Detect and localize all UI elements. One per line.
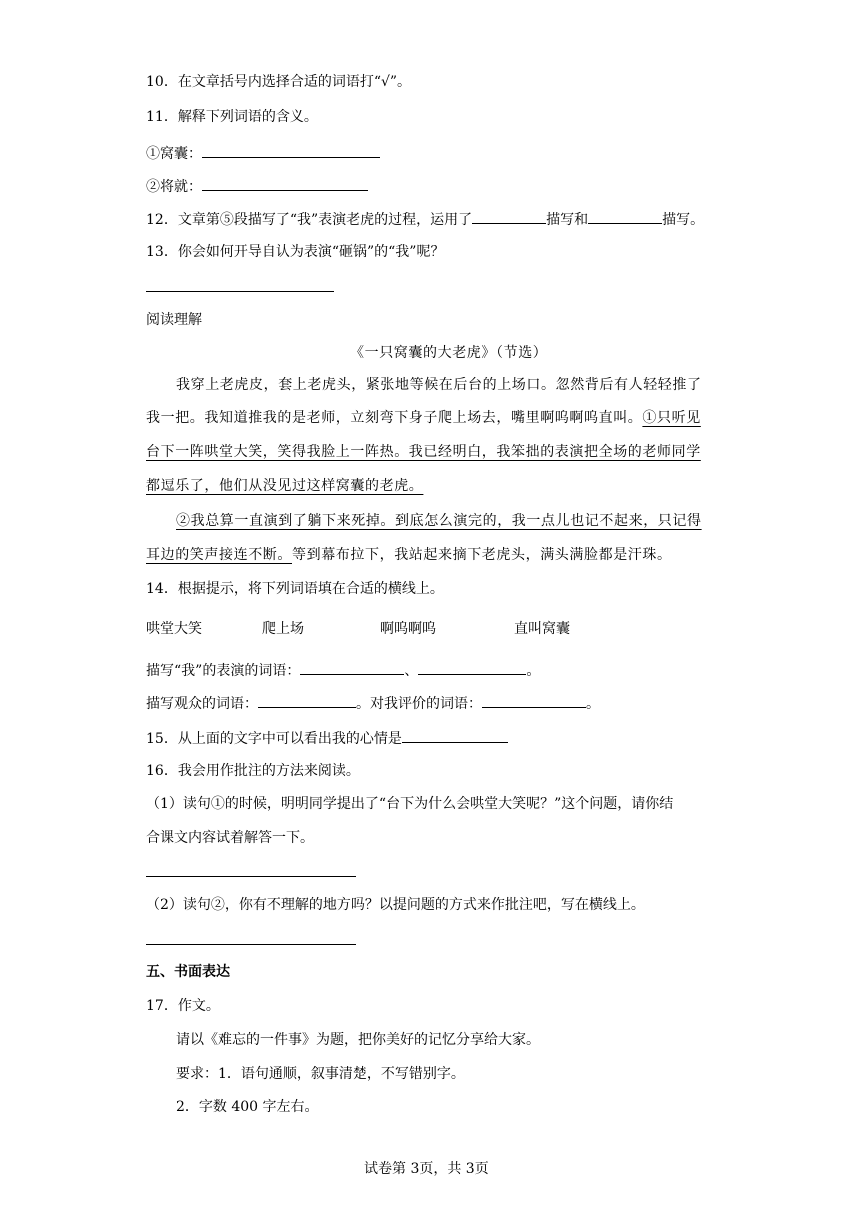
question-12 [146, 208, 704, 230]
question-17: 17．作文。 [146, 998, 220, 1014]
sentence-1: 都逗乐了，他们从没见过这样窝囊的老虎。 [146, 478, 424, 494]
answer-blank[interactable] [202, 142, 380, 158]
section-heading-writing: 五、书面表达 [146, 964, 230, 980]
section-heading-reading: 阅读理解 [146, 312, 202, 328]
passage-text: 我一把。我知道推我的是老师，立刻弯下身子爬上场去，嘴里啊呜啊呜直叫。 [146, 410, 643, 426]
period: 。 [526, 663, 541, 679]
question-14-line-a [146, 659, 540, 681]
question-16-part-2: （2）读句②，你有不理解的地方吗？以提问题的方式来作批注吧，写在横线上。 [146, 897, 645, 913]
question-15 [146, 727, 508, 749]
question-11-item-b-label: ②将就： [146, 179, 202, 195]
page-footer: 试卷第 3页，共 3页 [364, 1161, 489, 1177]
question-11-item-a [146, 142, 380, 164]
answer-blank[interactable] [402, 727, 508, 743]
question-11-item-b [146, 175, 368, 197]
question-16: 16．我会用作批注的方法来阅读。 [146, 763, 360, 779]
question-12-text-2: 描写和 [546, 212, 589, 228]
question-16-part-1: （1）读句①的时候，明明同学提出了“台下为什么会哄堂大笑呢？”这个问题，请你结 [146, 796, 674, 812]
sentence-2: ②我总算一直演到了躺下来死掉。到底怎么演完的，我一点儿也记不起来，只记得 [176, 513, 702, 529]
essay-prompt: 请以《难忘的一件事》为题，把你美好的记忆分享给大家。 [176, 1032, 540, 1048]
question-16-part-1-cont: 合课文内容试着解答一下。 [146, 830, 314, 846]
word-bank-item: 爬上场 [262, 621, 304, 637]
sentence-1-marker: ①只听见 [642, 410, 701, 426]
answer-blank[interactable] [482, 692, 586, 708]
period: 。 [586, 696, 600, 712]
answer-blank[interactable] [258, 692, 356, 708]
essay-requirement: 要求：1．语句通顺，叙事清楚，不写错别字。 [176, 1066, 465, 1082]
essay-requirement: 2．字数 400 字左右。 [176, 1099, 319, 1115]
word-bank-item: 哄堂大笑 [146, 621, 202, 637]
passage-line: 我穿上老虎皮，套上老虎头，紧张地等候在后台的上场口。忽然背后有人轻轻推了 [176, 377, 702, 393]
question-10: 10．在文章括号内选择合适的词语打“√”。 [146, 74, 412, 90]
question-12-text-1: 12．文章第⑤段描写了“我”表演老虎的过程，运用了 [146, 212, 473, 228]
question-12-text-3: 描写。 [662, 212, 705, 228]
question-14-text: 描写观众的词语： [146, 696, 258, 712]
sentence-1: 台下一阵哄堂大笑，笑得我脸上一阵热。我已经明白，我笨拙的表演把全场的老师同学 [146, 444, 701, 460]
answer-blank[interactable] [418, 659, 526, 675]
answer-blank[interactable] [300, 659, 404, 675]
answer-line[interactable] [146, 876, 356, 877]
word-bank-item: 啊呜啊呜 [380, 621, 436, 637]
passage-line [146, 545, 672, 565]
separator: 、 [404, 663, 419, 679]
word-bank-item: 直叫窝囊 [514, 621, 570, 637]
question-11: 11．解释下列词语的含义。 [146, 109, 318, 125]
answer-line[interactable] [146, 291, 334, 292]
question-14-text: 描写“我”的表演的词语： [146, 663, 301, 679]
sentence-2: 耳边的笑声接连不断。 [146, 547, 292, 563]
answer-line[interactable] [146, 944, 356, 945]
answer-blank[interactable] [202, 175, 368, 191]
answer-blank[interactable] [588, 208, 662, 224]
passage-line [146, 408, 701, 428]
answer-blank[interactable] [472, 208, 546, 224]
question-11-item-a-label: ①窝囊： [146, 146, 202, 162]
question-15-text: 15．从上面的文字中可以看出我的心情是 [146, 731, 402, 747]
passage-title: 《一只窝囊的大老虎》（节选） [350, 345, 548, 361]
question-14: 14．根据提示，将下列词语填在合适的横线上。 [146, 581, 444, 597]
passage-text: 等到幕布拉下，我站起来摘下老虎头，满头满脸都是汗珠。 [292, 547, 672, 563]
question-14-line-b [146, 692, 600, 714]
question-14-text: 。对我评价的词语： [356, 696, 482, 712]
question-13: 13．你会如何开导自认为表演“砸锅”的“我”呢？ [146, 244, 445, 260]
